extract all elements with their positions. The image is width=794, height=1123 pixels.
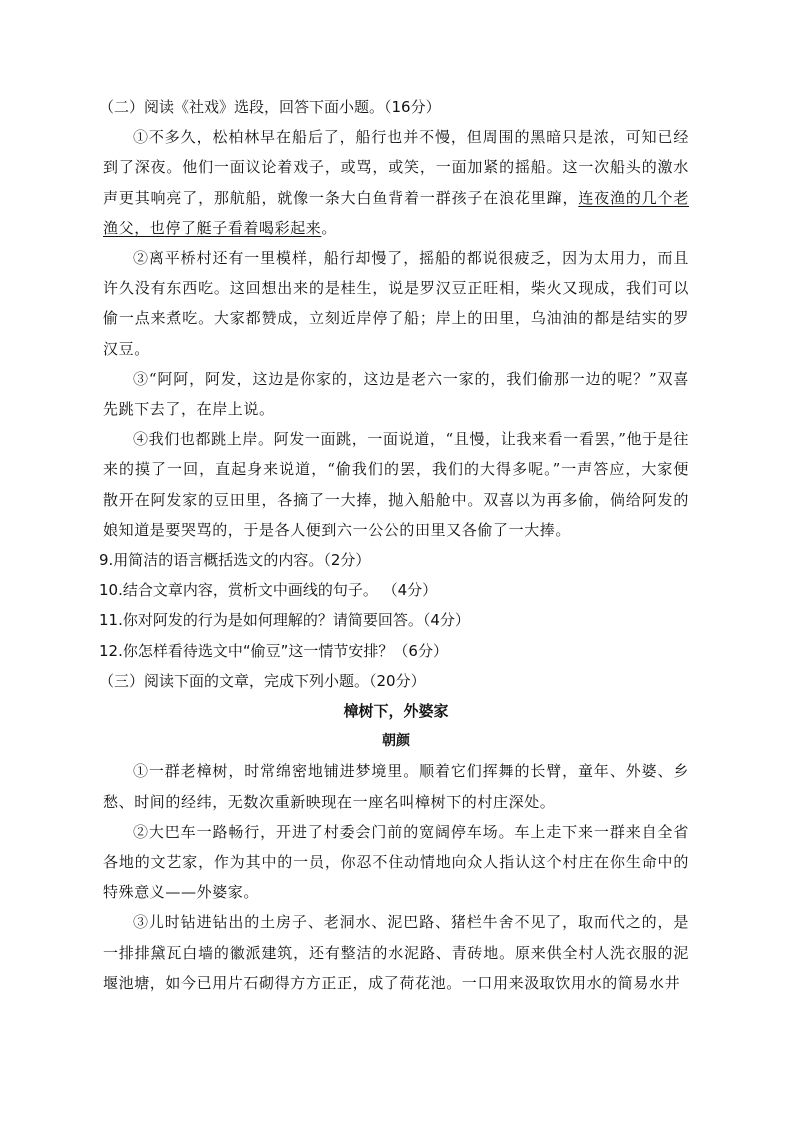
article-paragraph-2: ②大巴车一路畅行，开进了村委会门前的宽阔停车场。车上走下来一群来自全省各地的文艺家，作为其中的一员，你忍不住动情地向众人指认这个村庄在你生命中的特殊意义——外婆家。 [103,822,689,902]
paragraph-3: ③“阿阿，阿发，这边是你家的，这边是老六一家的，我们偷那一边的呢？”双喜先跳下去了，在岸上说。 [103,369,689,419]
article-paragraph-3: ③儿时钻进钻出的土房子、老洞水、泥巴路、猪栏牛舍不见了，取而代之的，是一排排黛瓦白墙的徽派建筑，还有整洁的水泥路、青砖地。原来供全村人洗衣服的泥堰池塘，如今已用片石砌得方方正正，成了荷花池。一口用来汲取饮用水的简易水井 [103,913,689,992]
article-author: 朝颜 [382,733,410,750]
paragraph-1-text: ①不多久，松柏林早在船后了，船行也并不慢，但周围的黑暗只是浓，可知已经到了深夜。他们一面议论着戏子，或骂，或笑，一面加紧的摇船。这一次船头的激水声更其响亮了，那航船，就像一条大白鱼背着一群孩子在浪花里蹿， [103,128,689,207]
document-content [99,92,689,998]
section-heading-3: （三）阅读下面的文章，完成下列小题。（20分） [99,671,426,690]
question-11: 11.你对阿发的行为是如何理解的？请简要回答。（4分） [99,611,470,630]
paragraph-4: ④我们也都跳上岸。阿发一面跳，一面说道，“且慢，让我来看一看罢，”他于是往来的摸了一回，直起身来说道，“偷我们的罢，我们的大得多呢。”一声答应，大家便散开在阿发家的豆田里，各摘了一大捧，抛入船舱中。双喜以为再多偷，倘给阿发的娘知道是要哭骂的，于是各人便到六一公公的田里又各偷了一大捧。 [103,430,689,539]
question-9: 9.用简洁的语言概括选文的内容。（2分） [99,551,371,570]
paragraph-2: ②离平桥村还有一里模样，船行却慢了，摇船的都说很疲乏，因为太用力，而且许久没有东西吃。这回想出来的是桂生，说是罗汉豆正旺相，柴火又现成，我们可以偷一点来煮吃。大家都赞成，立刻近岸停了船；岸上的田里，乌油油的都是结实的罗汉豆。 [103,249,689,358]
article-title: 樟树下，外婆家 [343,702,449,721]
underlined-sentence: 连夜渔的几个老渔父，也停了艇子看着喝彩起来 [103,188,689,237]
paragraph-1-end: 。 [321,218,338,237]
question-10: 10.结合文章内容，赏析文中画线的句子。 （4分） [99,581,438,600]
article-paragraph-1: ①一群老樟树，时常绵密地铺进梦境里。顺着它们挥舞的长臂，童年、外婆、乡愁、时间的经纬，无数次重新映现在一座名叫樟树下的村庄深处。 [103,762,689,811]
paragraph-1 [103,122,689,243]
section-heading-2: （二）阅读《社戏》选段，回答下面小题。（16分） [99,98,441,116]
question-12: 12.你怎样看待选文中“偷豆”这一情节安排？（6分） [99,641,448,660]
